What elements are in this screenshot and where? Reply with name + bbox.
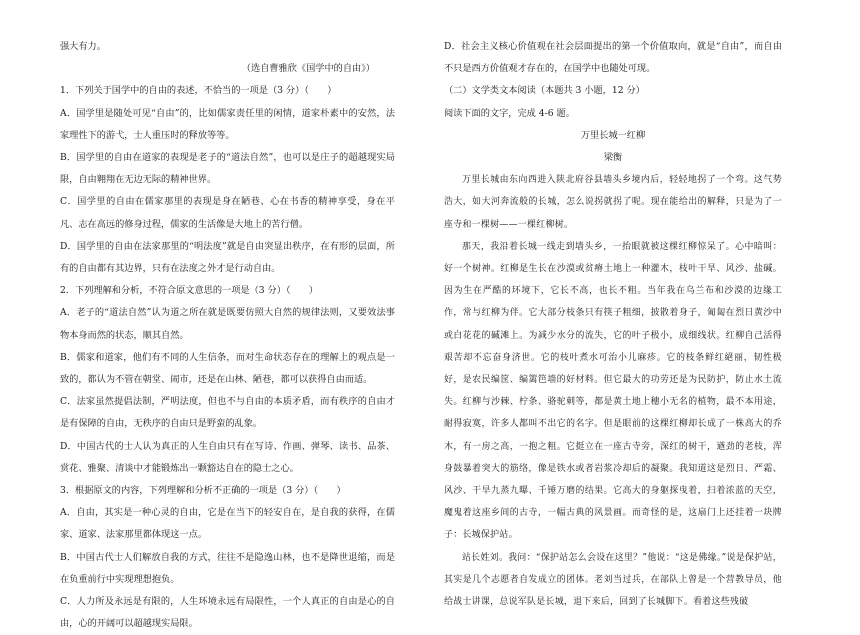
question-1-stem: 1．下列关于国学中的自由的表述，不恰当的一项是（3 分）（ ） — [60, 85, 337, 97]
question-3-option-c: C．人力所及永远是有限的，人生环境永远有局限性，一个人真正的自由是心的自由，心的开阔可以超越现实局限。 — [60, 596, 395, 630]
question-1-option-b: B．国学里的自由在道家的表现是老子的“道法自然”，也可以是庄子的超越现实局限，自由翱翔在无边无际的精神世界。 — [60, 152, 395, 186]
question-2-option-c: C．法家虽然提倡法制，严明法度，但也不与自由的本质矛盾，而有秩序的自由才是有保障的自由，无秩序的自由只是野蛮的乱象。 — [60, 396, 395, 430]
question-3-option-d: D．社会主义核心价值观在社会层面提出的第一个价值取向，就是“自由”，而自由不只是西方价值观才存在的，在国学中也随处可现。 — [444, 41, 782, 75]
question-2-option-d: D．中国古代的士人认为真正的人生自由只有在写诗、作画、弹琴、读书、品茶、赏花、雅聚、清谈中才能锻炼出一颗豁达自在的隐士之心。 — [60, 440, 395, 474]
reading-instruction: 阅读下面的文字，完成 4-6 题。 — [444, 107, 575, 119]
question-3-option-a: A．自由，其实是一种心灵的自由，它是在当下的轻安自在，是自我的获得，在儒家、道家、法家那里都体现这一点。 — [60, 507, 395, 541]
question-2-stem: 2．下列理解和分析，不符合原文意思的一项是（3 分）（ ） — [60, 285, 319, 297]
question-3-stem: 3．根据原文的内容，下列理解和分析不正确的一项是（3 分）（ ） — [60, 485, 346, 497]
question-1-option-a: A．国学里是随处可见“自由”的，比如儒家责任里的闲情，道家朴素中的安然，法家理性下的游弋，士人重压时的释放等等。 — [60, 107, 395, 141]
story-paragraph-1: 万里长城由东向西进入陕北府谷县墙头乡境内后，轻轻地拐了一个弯。这气势浩大，如大河奔流般的长城，怎么说拐就拐了呢。现在能给出的解释，只是为了一座寺和一棵树——一棵红柳树。 — [444, 175, 782, 230]
question-2-option-b: B．儒家和道家，他们有不同的人生信条，而对生命状态存在的理解上的观点是一致的，都认为不管在朝堂、闹市，还是在山林、陋巷，都可以获得自由而适。 — [60, 351, 395, 386]
story-title: 万里长城一红柳 — [580, 129, 646, 141]
question-1-option-c: C．国学里的自由在儒家那里的表现是身在陋巷、心在书香的精神享受，身在平凡、志在高远的修身过程，儒家的生活像是大地上的苦行僧。 — [60, 196, 395, 230]
top-line: 强大有力。 — [60, 41, 106, 52]
source-citation: （选自曹雅欣《国学中的自由》） — [241, 63, 375, 75]
question-1-option-d: D．国学里的自由在法家那里的“明法度”就是自由突显出秩序，在有形的层面，所有的自由都有其边界，只有在法度之外才是行动自由。 — [60, 240, 395, 275]
section-heading: （二）文学类文本阅读（本题共 3 小题，12 分） — [444, 85, 645, 97]
left-column — [60, 36, 395, 635]
story-author: 梁衡 — [603, 152, 623, 164]
question-2-option-a: A．老子的“道法自然”认为道之所在就是既要仿照大自然的规律法则，又要效法事物本身而然的状态，顺其自然。 — [60, 307, 395, 341]
right-column — [444, 36, 782, 613]
story-paragraph-3: 站长姓刘。我问：“保护站怎么会设在这里？”他说：“这是佛缘。”说是保护站，其实是几个志愿者自发成立的团体。老刘当过兵，在部队上曾是一个营教导员，他给战士讲课，总说军队是长城，退下来后，回到了长城脚下。看着这些残破 — [444, 552, 782, 608]
question-3-option-b: B．中国古代士人们解放自我的方式，往往不是隐逸山林，也不是降世退缩，而是在负重前行中实现理想抱负。 — [60, 551, 395, 585]
story-paragraph-2: 那天，我沿着长城一线走到墙头乡，一抬眼就被这棵红柳惊呆了。心中暗叫：好一个树神。红柳是生长在沙漠或贫瘠土地上一种灌木，枝叶干旱、风沙、盐碱。因为生在严酷的环境下，它长不高，也长不粗。当年我在乌兰布和沙漠的边缘工作，常与红柳为伴。它大部分枝条只有筷子粗细，披散着身子，匍匐在烈日黄沙中或白花花的碱滩上。为减少水分的流失，它的叶子极小，成细线状。红柳自己活得艰苦却不忘奋身济世。它的枝叶煮水可治小儿麻疹。它的枝条鲜红絕丽，韧性极好，是农民编筐、编篱笆墙的好材料。但它最大的功劳还是为民防护，防止水土流失。红柳与沙棘、柠条、骆驼刺等，都是黄土地上穗小无名的植物，最不本用途，耐得寂寞，许多人都叫不出它的名字。但是眼前的这棵红柳却长成了一株高大的乔木，有一房之高，一抱之粗。它挺立在一座古寺旁，深红的树干，遒劲的老枝，浑身鼓暴着突大的筋络，像是铁水或者岩浆冷却后的凝聚。我知道这是烈日、严霜、风沙、干旱九蒸九曝、千锤万磨的结果。它高大的身躯探曳着，扫着浓蓝的天空，魔鬼着这座乡间的古寺，一幅古典的风景画。而奇怪的是，这扇门上还挂着一块牌子：长城保护站。 — [444, 241, 782, 541]
